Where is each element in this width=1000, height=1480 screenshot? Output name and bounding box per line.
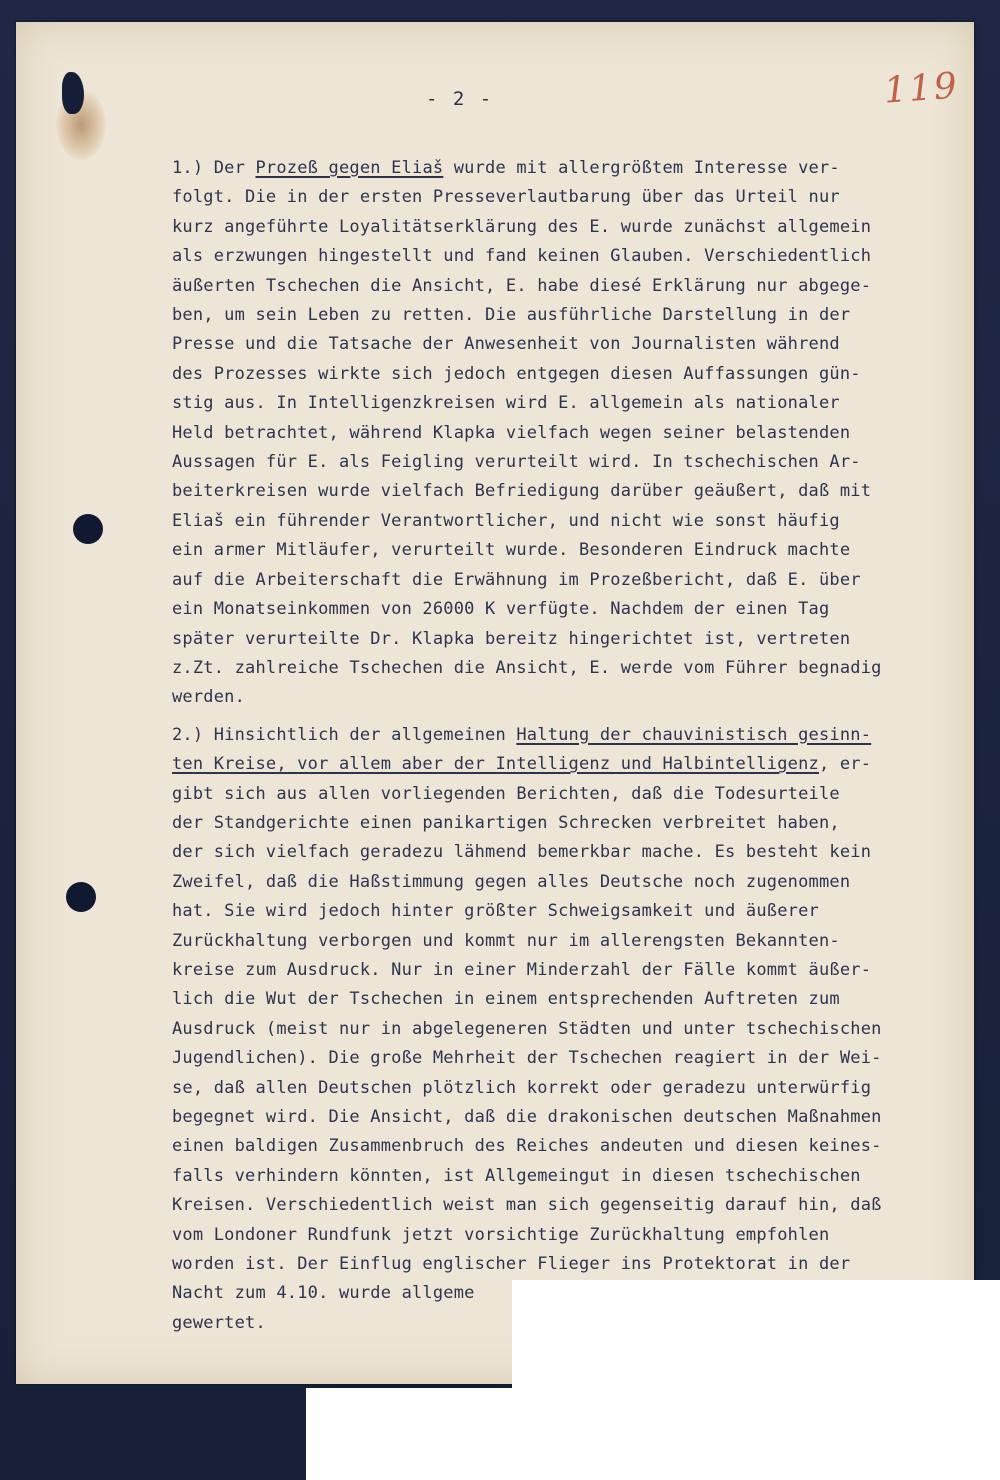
- text-line: beiterkreisen wurde vielfach Befriedigung darüber geäußert, daß mit: [172, 481, 872, 502]
- text-line: Held betrachtet, während Klapka vielfach wegen seiner belastenden: [172, 422, 851, 443]
- text-line: begegnet wird. Die Ansicht, daß die drakonischen deutschen Maßnahmen: [172, 1107, 882, 1127]
- text-line: se, daß allen Deutschen plötzlich korrekt oder geradezu unterwürfig: [172, 1077, 872, 1098]
- text-line: der sich vielfach geradezu lähmend bemerkbar mache. Es besteht kein: [172, 842, 872, 863]
- text-line: werden.: [172, 687, 246, 708]
- document-page: [16, 22, 974, 1384]
- text-line: ein armer Mitläufer, verurteilt wurde. Besonderen Eindruck machte: [172, 540, 851, 561]
- text-line: ein Monatseinkommen von 26000 K verfügte. Nachdem der einen Tag: [172, 599, 830, 620]
- text-line: als erzwungen hingestellt und fand keinen Glauben. Verschiedentlich: [172, 246, 872, 267]
- text-line: auf die Arbeiterschaft die Erwähnung im Prozeßbericht, daß E. über: [172, 569, 861, 590]
- text-line: Eliaš ein führender Verantwortlicher, und nicht wie sonst häufig: [172, 510, 840, 531]
- text-line: kreise zum Ausdruck. Nur in einer Minderzahl der Fälle kommt äußer-: [172, 959, 872, 980]
- text-line: vom Londoner Rundfunk jetzt vorsichtige Zurückhaltung empfohlen: [172, 1224, 830, 1245]
- paragraph-1-first-line-rest: wurde mit allergrößtem Interesse ver-: [443, 158, 840, 178]
- text-line: z.Zt. zahlreiche Tschechen die Ansicht, E. werde vom Führer begnadig: [172, 657, 882, 678]
- paragraph-2-prefix: 2.) Hinsichtlich der allgemeinen: [172, 724, 517, 745]
- text-line: gewertet.: [172, 1312, 266, 1333]
- punch-hole-lower: [66, 882, 96, 912]
- archive-number: 119: [882, 65, 961, 112]
- text-line: worden ist. Der Einflug englischer Flieger ins Protektorat in der: [172, 1254, 851, 1275]
- burn-hole: [62, 72, 84, 114]
- text-line: Kreisen. Verschiedentlich weist man sich gegenseitig darauf hin, daß: [172, 1195, 882, 1216]
- punch-hole-upper: [73, 514, 103, 544]
- paragraph-1-underlined-topic: Prozeß gegen Eliaš: [255, 158, 444, 178]
- text-line: Jugendlichen). Die große Mehrheit der Tschechen reagiert in der Wei-: [172, 1048, 882, 1069]
- text-line: Zweifel, daß die Haßstimmung gegen alles Deutsche noch zugenommen: [172, 871, 851, 892]
- text-line: einen baldigen Zusammenbruch des Reiches andeuten und diesen keines-: [172, 1136, 882, 1157]
- paragraph-gap: [172, 713, 972, 721]
- text-line: später verurteilte Dr. Klapka bereitz hingerichtet ist, vertreten: [172, 628, 851, 649]
- paragraph-1-prefix: 1.) Der: [172, 158, 256, 178]
- text-line: stig aus. In Intelligenzkreisen wird E. allgemein als nationaler: [172, 393, 840, 414]
- paragraph-2-first-line: [172, 721, 972, 750]
- text-line: folgt. Die in der ersten Presseverlautbarung über das Urteil nur: [172, 187, 840, 208]
- paragraph-1-first-line: [172, 154, 972, 183]
- text-line: Presse und die Tatsache der Anwesenheit von Journalisten während: [172, 334, 840, 355]
- text-line: gibt sich aus allen vorliegenden Berichten, daß die Todesurteile: [172, 783, 840, 804]
- text-line: ben, um sein Leben zu retten. Die ausführliche Darstellung in der: [172, 305, 851, 326]
- typed-text: [172, 154, 972, 1338]
- text-line: Nacht zum 4.10. wurde allgeme: [172, 1283, 475, 1304]
- paragraph-2-second-line: [172, 750, 972, 779]
- text-line: des Prozesses wirkte sich jedoch entgegen diesen Auffassungen gün-: [172, 363, 861, 384]
- paragraph-2-underlined-topic-2: ten Kreise, vor allem aber der Intelligenz und Halbintelligenz: [172, 754, 819, 775]
- text-line: äußerten Tschechen die Ansicht, E. habe diesé Erklärung nur abgege-: [172, 275, 872, 296]
- paragraph-2-underlined-topic-1: Haltung der chauvinistisch gesinn-: [516, 724, 872, 745]
- text-line: hat. Sie wird jedoch hinter größter Schweigsamkeit und äußerer: [172, 901, 819, 922]
- paragraph-2-second-line-rest: , er-: [818, 754, 872, 775]
- text-line: Zurückhaltung verborgen und kommt nur im allerengsten Bekannten-: [172, 930, 840, 951]
- text-line: lich die Wut der Tschechen in einem entsprechenden Auftreten zum: [172, 989, 840, 1010]
- text-line: Ausdruck (meist nur in abgelegeneren Städten und unter tschechischen: [172, 1018, 882, 1039]
- text-line: falls verhindern könnten, ist Allgemeingut in diesen tschechischen: [172, 1165, 861, 1186]
- text-line: kurz angeführte Loyalitätserklärung des E. wurde zunächst allgemein: [172, 216, 872, 237]
- page-number: - 2 -: [426, 88, 494, 110]
- redaction-block-right: [512, 1280, 1000, 1480]
- text-line: der Standgerichte einen panikartigen Schrecken verbreitet haben,: [172, 812, 840, 833]
- redaction-block-bottom: [306, 1388, 512, 1480]
- text-line: Aussagen für E. als Feigling verurteilt wird. In tschechischen Ar-: [172, 452, 861, 473]
